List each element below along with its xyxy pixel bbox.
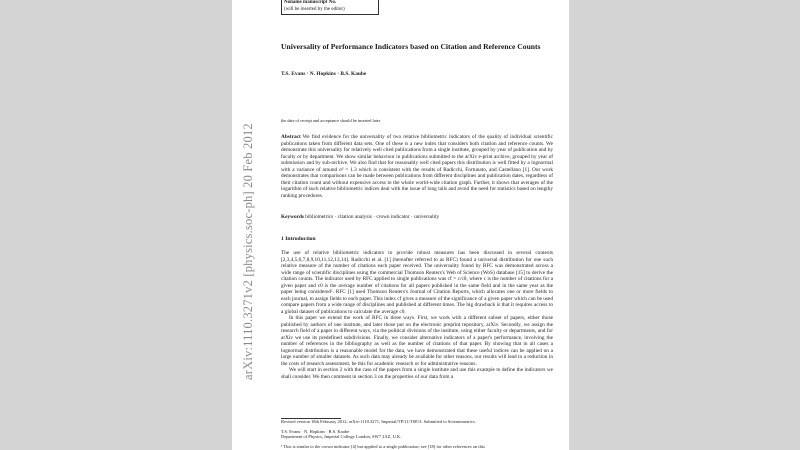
intro-paragraph: The use of relative bibliometric indicators to provide robust measures has been discussed in several contexts [2,3,4,5,6,7,8,9,10,11,12,13,14]. Radicchi et al. [1] (hereafter referred to as RFC) found a universal distribution for one such relative measure of the number of citations each paper received. The universality found by RFC was demonstrated across a wide range of scientific disciplines using the commercial Thomson Reuters's Web of Science (WoS) database [15] to derive the citation counts. The indicator used by RFC applied to single publications was cf = c/c0, where c is the number of citations for a given paper and c0 is the average number of citations for all papers published in the same field and in the same year as the paper being considered¹. RFC [1] used Thomson Reuters's Journal of Citation Reports, which allocates one or more fields to each journal, to assign fields to each paper. This index cf gives a measure of the significance of a given paper which can be used compare papers from a wide range of disciplines and published at different times. The big drawback is that it requires access to a global dataset of publications to calculate the average c0. xyxy=(281,250,553,315)
section-heading: 1 Introduction xyxy=(281,236,316,242)
manuscript-note: (will be inserted by the editor) xyxy=(284,7,345,12)
abstract-text: We find evidence for the universality of two relative bibliometric indicators of the quality of individual scientific publications taken from different data sets. One of these is a new index that considers both citation and reference counts. We demonstrate this universality for relatively well cited publications from a single institute, grouped by year of publication and by faculty or by department. We show similar behaviour in publications submitted to the arXiv e-print archive, grouped by year of submission and by sub-archive. We also find that for reasonably well cited papers this distribution is well fitted by a lognormal with a variance of around σ² = 1.3 which is consistent with the results of Radicchi, Fortunato, and Castellano [1]. Our work demonstrates that comparisons can be made between publications from different disciplines and publication dates, regardless of their citation count and without expensive access to the whole world-wide citation graph. Further, it shows that averages of the logarithm of such relative bibliometric indices deal with the issue of long tails and avoid the need for statistics based on lengthy ranking procedures. xyxy=(281,134,553,199)
intro-paragraph: In this paper we extend the work of RFC in three ways. First, we work with a different subset of papers, either those published by authors of one institute, and later those put on the electronic preprint repository, arXiv. Secondly, we assign the research field of a paper in different ways, via the political divisions of the institute, using either faculty or departments, and for arXiv we use its predefined subdivisions. Finally, we consider alternative indicators of a paper's performance, involving the number of references in the bibliography as well as the number of citations of that paper. By showing that in all cases a lognormal distribution is a reasonable model for the data, we have demonstrated that these useful indices can be applied on a large number of smaller datasets. As such data may already be available for other reasons, our results will lead to a reduction in the costs of research assessment, be this for academic research or for administrative reasons. xyxy=(281,315,553,367)
version-line: Revised version 18th February 2012, arXiv:1110.3271, Imperial/TP/11/TSE/3. Submitted to Scientometrics. xyxy=(281,419,476,424)
keywords xyxy=(281,214,439,220)
right-viewer-margin xyxy=(569,0,800,450)
arxiv-identifier: arXiv:1110.3271v2 [physics.soc-ph] 20 Feb 2012 xyxy=(241,123,255,380)
manuscript-label: Noname manuscript No. xyxy=(284,0,337,5)
page-footer xyxy=(281,419,553,449)
keywords-heading: Keywords xyxy=(281,214,304,220)
footer-authors: T.S. Evans · N. Hopkins · B.S. Kaube xyxy=(281,428,350,434)
paper-page xyxy=(232,0,569,450)
abstract xyxy=(281,134,553,199)
keywords-text: bibliometrics · citation analysis · crown indicator · universality xyxy=(305,214,440,220)
affiliation: Department of Physics, Imperial College London, SW7 2AZ, U.K. xyxy=(281,434,402,440)
manuscript-number-box xyxy=(281,0,379,15)
dates-note: the date of receipt and acceptance should be inserted later xyxy=(281,118,381,123)
abstract-heading: Abstract xyxy=(281,134,301,140)
paper-title: Universality of Performance Indicators based on Citation and Reference Counts xyxy=(281,42,541,51)
author-list: T.S. Evans · N. Hopkins · B.S. Kaube xyxy=(281,71,367,77)
footnote: ¹ This is similar to the crown indicator [4] but applied to a single publication; see [18] for other references on this xyxy=(281,443,485,449)
intro-paragraph: We will start in section 2 with the case of the papers from a single institute and use this example to define the indicators we shall consider. We then comment in section 3 on the properties of our data from a xyxy=(281,367,553,380)
left-viewer-margin xyxy=(0,0,232,450)
introduction-body xyxy=(281,250,553,380)
